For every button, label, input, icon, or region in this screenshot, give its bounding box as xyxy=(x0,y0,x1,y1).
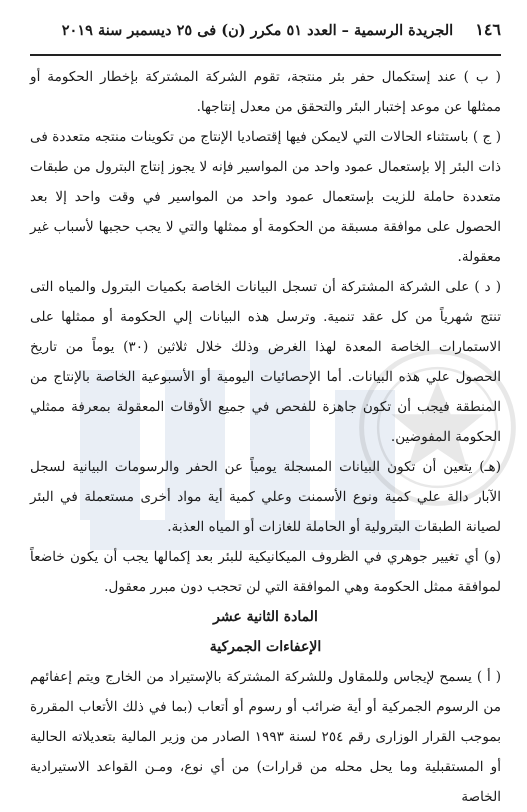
clause-f: (و) أي تغيير جوهري في الظروف الميكانيكية للبئر بعد إكمالها يجب أن يكون خاضعاً لموافقة ممثل الحكومة وهي الموافقة التي لن تحجب دون مبرر معقول. xyxy=(30,549,501,595)
clause-e: (هـ) يتعين أن تكون البيانات المسجلة يومياً عن الحفر والرسومات البيانية لسجل الآبار دالة علي كمية ونوع الأسمنت وعلي كمية أية مواد أخرى مستعملة في البئر لصيانة الطبقات البترولية أو الحاملة للغازات أو المياه العذبة. xyxy=(30,459,501,535)
header-rule xyxy=(30,54,501,56)
clause-d: ( د ) على الشركة المشتركة أن تسجل البيانات الخاصة بكميات البترول والمياه التى تنتج شهرياً من كل عقد تنمية. وترسل هذه البيانات إلي الحكومة أو ممثلها على الاستمارات الخاصة المعدة لهذا الغرض وذلك خلال ثلاثين (٣٠) يوماً من تاريخ الحصول علي هذه البيانات. أما الإحصائيات اليومية أو الأسبوعية الخاصة بالإنتاج من المنطقة فيجب أن تكون جاهزة للفحص في جميع الأوقات المعقولة بمعرفة ممثلي الحكومة المفوضين. xyxy=(30,279,501,445)
article-number-heading: المادة الثانية عشر xyxy=(213,609,318,625)
page-header xyxy=(30,20,501,46)
document-body xyxy=(30,62,501,812)
running-title: الجريدة الرسمية – العدد ٥١ مكرر (ن) فى ٢٥ ديسمبر سنة ٢٠١٩ xyxy=(61,22,454,39)
clause-a-customs: ( أ ) يسمح لإيجاس وللمقاول وللشركة المشتركة بالإستيراد من الخارج ويتم إعفائهم من الرسوم الجمركية أو أية ضرائب أو رسوم أو أتعاب (بما في ذلك الأتعاب المقررة بموجب القرار الوزارى رقم ٢٥٤ لسنة ١٩٩٣ الصادر من وزير المالية بتعديلاته الحالية أو المستقبلية وما يحل محله من قرارات) من أي نوع، ومـن القواعد الاستيرادية الخاصة xyxy=(30,669,501,805)
clause-c: ( ج ) باستثناء الحالات التي لايمكن فيها إقتصاديا الإنتاج من تكوينات منتجه متعددة فى ذات البئر إلا بإستعمال عمود واحد من المواسير فإنه لا يجوز إنتاج البترول من طبقات متعددة حاملة للزيت بإستعمال عمود واحد من المواسير في وقت واحد إلا بعد الحصول على موافقة مسبقة من الحكومة أو ممثلها والتي لا يجب حجبها لأسباب غير معقولة. xyxy=(30,129,501,265)
page-number: ١٤٦ xyxy=(475,20,501,39)
article-title-heading: الإعفاءات الجمركية xyxy=(209,639,322,655)
clause-b: ( ب ) عند إستكمال حفر بئر منتجة، تقوم الشركة المشتركة بإخطار الحكومة أو ممثلها عن موعد إختبار البئر والتحقق من معدل إنتاجها. xyxy=(30,69,501,115)
